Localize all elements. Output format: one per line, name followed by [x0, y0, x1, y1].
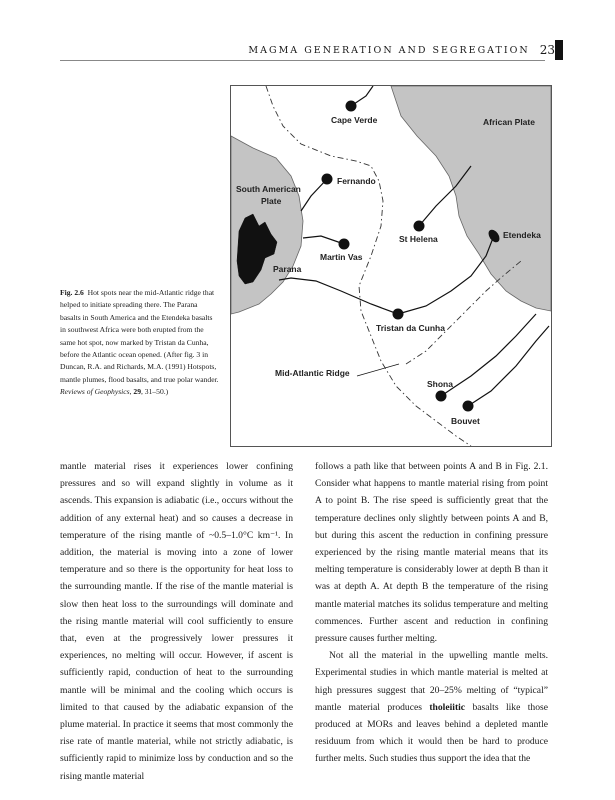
ridge-pointer [357, 364, 399, 376]
martin-vas-hotspot [339, 239, 350, 250]
label-st-helena: St Helena [399, 234, 438, 244]
bouvet-hotspot [463, 401, 474, 412]
label-mid-atlantic-ridge: Mid-Atlantic Ridge [275, 368, 350, 378]
body-column-right [315, 458, 548, 768]
caption-journal: Reviews of Geophysics [60, 387, 130, 397]
term-tholeiitic: tholeiitic [429, 701, 466, 713]
body-column-left [60, 458, 293, 785]
bouvet-track [468, 326, 549, 406]
shona-track [441, 314, 536, 396]
running-head [248, 40, 555, 60]
label-african-plate: African Plate [483, 117, 535, 127]
right-paragraph-1: follows a path like that between points A and B in Fig. 2.1. Consider what happens to mantle material rising from point A to point B. The rise speed is sufficiently great that the temperature declines only slightly between points A and B, but during this ascent the reduction in confining pressure experienced by the rising mantle material means that its melting temperature is considerably lower at depth B than it was at depth A. At depth B the temperature of the rising mantle material matches its solidus temperature and melting commences. Further ascent and reduction in confining pressure causes further melting. [315, 461, 548, 645]
label-cape-verde: Cape Verde [331, 115, 378, 125]
label-fernando: Fernando [337, 176, 376, 186]
left-paragraph: mantle material rises it experiences lower confining pressures and so will expand slightly in volume as it ascends. This expansion is adiabatic (i.e., occurs without the addition of any external heat) and so causes a decrease in temperature of the rising mantle of ~0.5–1.0°C km⁻¹. In addition, the material is moving into a zone of lower temperature and so there is the opportunity for heat loss to the surrounding mantle. If the rise of the mantle material is slow then heat loss to the surroundings will dominate and the rising mantle material will cool sufficiently to ensure that, even at the progressively lower pressures it experiences, no melting will occur. However, if ascent is sufficiently rapid, conduction of heat to the surrounding mantle will be minimal and the cooling which occurs is limited to that caused by the adiabatic expansion of the plume material. In practice it seems that most commonly the rise rate of mantle material, while not strictly adiabatic, is sufficiently rapid to minimize loss by conduction and so the rising mantle material [60, 461, 293, 782]
fernando-hotspot [322, 174, 333, 185]
label-parana: Parana [273, 264, 302, 274]
tristan-hotspot [393, 309, 404, 320]
label-martin-vas: Martin Vas [320, 252, 363, 262]
right-paragraph-2 [315, 647, 548, 767]
hotspot-map [230, 85, 552, 447]
st-helena-hotspot [414, 221, 425, 232]
figure-caption: Fig. 2.6 Hot spots near the mid-Atlantic ridge that helped to initiate spreading there. The Parana basalts in South America and the Etendeka basalts in southwest Africa were both erupted from the same hot spot, now marked by Tristan da Cunha, before the Atlantic ocean opened. (After fig. 3 in Duncan, R.A. and Richards, M.A. (1991) Hotspots, mantle plumes, flood basalts, and true polar wander. Reviews of Geophysics, 29, 31–50.) [60, 288, 219, 397]
running-title: MAGMA GENERATION AND SEGREGATION [248, 44, 530, 56]
caption-text: Hot spots near the mid-Atlantic ridge that helped to initiate spreading there. The Parana basalts in South America and the Etendeka basalts in southwest Africa were both erupted from the same hot spot, now marked by Tristan da Cunha, before the Atlantic ocean opened. (After fig. 3 in Duncan, R.A. and Richards, M.A. (1991) Hotspots, mantle plumes, flood basalts, and true polar wander. [60, 288, 219, 384]
label-south-american-plate-2: Plate [261, 196, 282, 206]
page-tab-marker [555, 40, 563, 60]
fernando-track [301, 179, 327, 211]
para2-after: basalts like those produced at MORs and leaves behind a depleted mantle residuum from which it would then be hard to produce further melts. Such studies thus support the idea that the [315, 701, 549, 765]
header-rule [60, 60, 545, 61]
caption-volume: 29 [133, 387, 141, 397]
page-number: 23 [539, 43, 555, 57]
label-etendeka: Etendeka [503, 230, 541, 240]
label-bouvet: Bouvet [451, 416, 480, 426]
martin-vas-track [303, 236, 344, 244]
figure-number: Fig. 2.6 [60, 288, 84, 297]
label-shona: Shona [427, 379, 453, 389]
tristan-parana-track [279, 278, 398, 314]
label-south-american-plate-1: South American [236, 184, 301, 194]
caption-pages: , 31–50.) [140, 387, 169, 397]
cape-verde-hotspot [346, 101, 357, 112]
label-tristan: Tristan da Cunha [376, 323, 445, 333]
shona-hotspot [436, 391, 447, 402]
para2-before: Not all the material in the upwelling mantle melts. Experimental studies in which mantle material is melted at high pressures suggest that 20–25% melting of “typical” mantle material produces [315, 650, 548, 713]
